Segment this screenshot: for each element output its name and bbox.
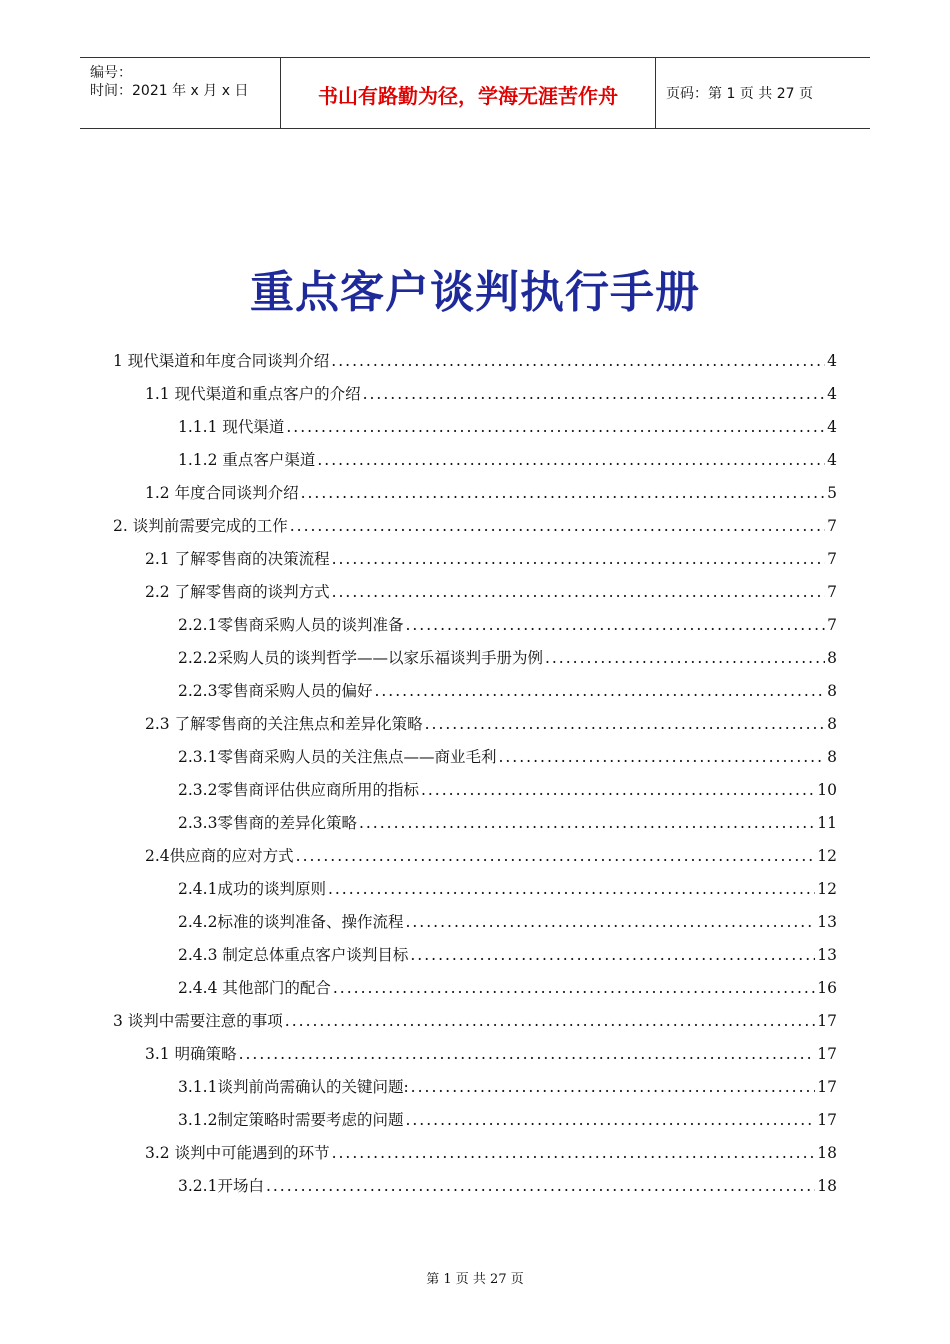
- header-page-label: 页码：第 1 页 共 27 页: [666, 86, 813, 102]
- document-title: 重点客户谈判执行手册: [250, 267, 700, 318]
- toc-entry[interactable]: [178, 941, 837, 965]
- toc-entry-page: 7: [827, 616, 837, 634]
- toc-entry[interactable]: [113, 1007, 837, 1031]
- toc-entry[interactable]: [178, 677, 837, 701]
- toc-entry-label: 1.1.2 重点客户渠道: [178, 451, 316, 469]
- toc-entry-label: 2.2.3零售商采购人员的偏好: [178, 682, 373, 700]
- toc-leader-dots: [374, 681, 825, 701]
- toc-entry-page: 13: [817, 946, 837, 964]
- toc-leader-dots: [498, 747, 825, 767]
- toc-entry[interactable]: [178, 776, 837, 800]
- toc-entry-page: 17: [817, 1045, 837, 1063]
- toc-entry-label: 1.1 现代渠道和重点客户的介绍: [145, 385, 361, 403]
- toc-entry[interactable]: [145, 578, 837, 602]
- toc-entry-label: 2.4.2标准的谈判准备、操作流程: [178, 913, 404, 931]
- toc-entry-page: 17: [817, 1111, 837, 1129]
- toc-entry-label: 2.2.1零售商采购人员的谈判准备: [178, 616, 404, 634]
- header-info-cell: [80, 58, 281, 128]
- toc-leader-dots: [328, 879, 815, 899]
- header-motto-cell: [281, 58, 656, 128]
- toc-entry-page: 5: [827, 484, 837, 502]
- toc-entry[interactable]: [178, 644, 837, 668]
- toc-entry-label: 2.1 了解零售商的决策流程: [145, 550, 330, 568]
- toc-entry-label: 3.2 谈判中可能遇到的环节: [145, 1144, 330, 1162]
- toc-leader-dots: [301, 483, 826, 503]
- toc-entry-label: 2.4.4 其他部门的配合: [178, 979, 331, 997]
- toc-entry[interactable]: [145, 479, 837, 503]
- toc-entry-label: 2.4.3 制定总体重点客户谈判目标: [178, 946, 409, 964]
- toc-entry[interactable]: [178, 413, 837, 437]
- document-time-label: 时间：2021 年 x 月 x 日: [90, 83, 249, 99]
- toc-entry-page: 12: [817, 847, 837, 865]
- toc-leader-dots: [333, 978, 815, 998]
- toc-leader-dots: [317, 450, 825, 470]
- toc-leader-dots: [359, 813, 815, 833]
- toc-entry-page: 4: [827, 385, 837, 403]
- toc-entry-label: 2. 谈判前需要完成的工作: [113, 517, 288, 535]
- toc-entry-label: 2.3 了解零售商的关注焦点和差异化策略: [145, 715, 423, 733]
- toc-leader-dots: [266, 1176, 815, 1196]
- toc-entry[interactable]: [178, 611, 837, 635]
- toc-entry-page: 13: [817, 913, 837, 931]
- toc-entry-label: 2.4.1成功的谈判原则: [178, 880, 326, 898]
- toc-entry-page: 18: [817, 1144, 837, 1162]
- toc-entry-page: 8: [827, 682, 837, 700]
- toc-entry-label: 1.1.1 现代渠道: [178, 418, 285, 436]
- toc-leader-dots: [411, 1077, 816, 1097]
- toc-entry[interactable]: [178, 1073, 837, 1097]
- toc-entry-page: 11: [817, 814, 837, 832]
- toc-leader-dots: [410, 945, 815, 965]
- toc-entry-label: 1.2 年度合同谈判介绍: [145, 484, 299, 502]
- toc-entry[interactable]: [145, 710, 837, 734]
- toc-leader-dots: [332, 582, 826, 602]
- toc-entry-page: 8: [827, 748, 837, 766]
- toc-leader-dots: [285, 1011, 815, 1031]
- toc-entry[interactable]: [145, 545, 837, 569]
- toc-entry-page: 7: [827, 550, 837, 568]
- toc-leader-dots: [296, 846, 816, 866]
- toc-entry-page: 4: [827, 451, 837, 469]
- toc-entry-label: 3.2.1开场白: [178, 1177, 264, 1195]
- toc-leader-dots: [425, 714, 826, 734]
- toc-entry-label: 2.3.1零售商采购人员的关注焦点——商业毛利: [178, 748, 497, 766]
- toc-entry-page: 17: [817, 1012, 837, 1030]
- toc-entry-page: 7: [827, 517, 837, 535]
- toc-entry-page: 12: [817, 880, 837, 898]
- motto-text: 书山有路勤为径，学海无涯苦作舟: [318, 84, 618, 108]
- toc-leader-dots: [331, 351, 825, 371]
- toc-entry-page: 8: [827, 649, 837, 667]
- toc-entry-label: 2.3.2零售商评估供应商所用的指标: [178, 781, 419, 799]
- toc-leader-dots: [332, 549, 826, 569]
- toc-entry[interactable]: [178, 446, 837, 470]
- toc-entry[interactable]: [113, 347, 837, 371]
- toc-entry[interactable]: [145, 842, 837, 866]
- toc-entry-page: 8: [827, 715, 837, 733]
- toc-leader-dots: [421, 780, 815, 800]
- toc-entry[interactable]: [145, 380, 837, 404]
- toc-entry[interactable]: [178, 809, 837, 833]
- toc-leader-dots: [405, 1110, 815, 1130]
- toc-entry-page: 4: [827, 418, 837, 436]
- page-footer: 第 1 页 共 27 页: [426, 1272, 524, 1287]
- toc-entry-label: 3.1.1谈判前尚需确认的关键问题:: [178, 1078, 409, 1096]
- toc-leader-dots: [239, 1044, 816, 1064]
- toc-entry-page: 7: [827, 583, 837, 601]
- toc-entry[interactable]: [145, 1139, 837, 1163]
- toc-entry[interactable]: [113, 512, 837, 536]
- toc-entry-label: 1 现代渠道和年度合同谈判介绍: [113, 352, 330, 370]
- header-page-cell: [656, 58, 870, 128]
- toc-entry-label: 3.1.2制定策略时需要考虑的问题: [178, 1111, 404, 1129]
- toc-entry-page: 16: [817, 979, 837, 997]
- toc-entry[interactable]: [178, 743, 837, 767]
- toc-entry-label: 2.2.2采购人员的谈判哲学——以家乐福谈判手册为例: [178, 649, 543, 667]
- toc-entry[interactable]: [178, 1106, 837, 1130]
- toc-leader-dots: [290, 516, 825, 536]
- toc-leader-dots: [332, 1143, 816, 1163]
- header-table: [80, 57, 870, 129]
- toc-entry[interactable]: [178, 974, 837, 998]
- toc-entry[interactable]: [178, 908, 837, 932]
- toc-leader-dots: [286, 417, 825, 437]
- toc-entry-page: 17: [817, 1078, 837, 1096]
- toc-entry-page: 4: [827, 352, 837, 370]
- toc-entry-label: 3 谈判中需要注意的事项: [113, 1012, 283, 1030]
- toc-entry-label: 2.2 了解零售商的谈判方式: [145, 583, 330, 601]
- toc-leader-dots: [405, 912, 815, 932]
- toc-leader-dots: [363, 384, 826, 404]
- toc-entry[interactable]: [145, 1040, 837, 1064]
- toc-entry-label: 2.4供应商的应对方式: [145, 847, 294, 865]
- toc-entry[interactable]: [178, 1172, 837, 1196]
- toc-entry-label: 3.1 明确策略: [145, 1045, 237, 1063]
- toc-entry-label: 2.3.3零售商的差异化策略: [178, 814, 357, 832]
- toc-entry[interactable]: [178, 875, 837, 899]
- document-number-label: 编号：: [90, 65, 132, 81]
- toc-leader-dots: [405, 615, 825, 635]
- toc-entry-page: 10: [817, 781, 837, 799]
- toc-entry-page: 18: [817, 1177, 837, 1195]
- toc-leader-dots: [545, 648, 825, 668]
